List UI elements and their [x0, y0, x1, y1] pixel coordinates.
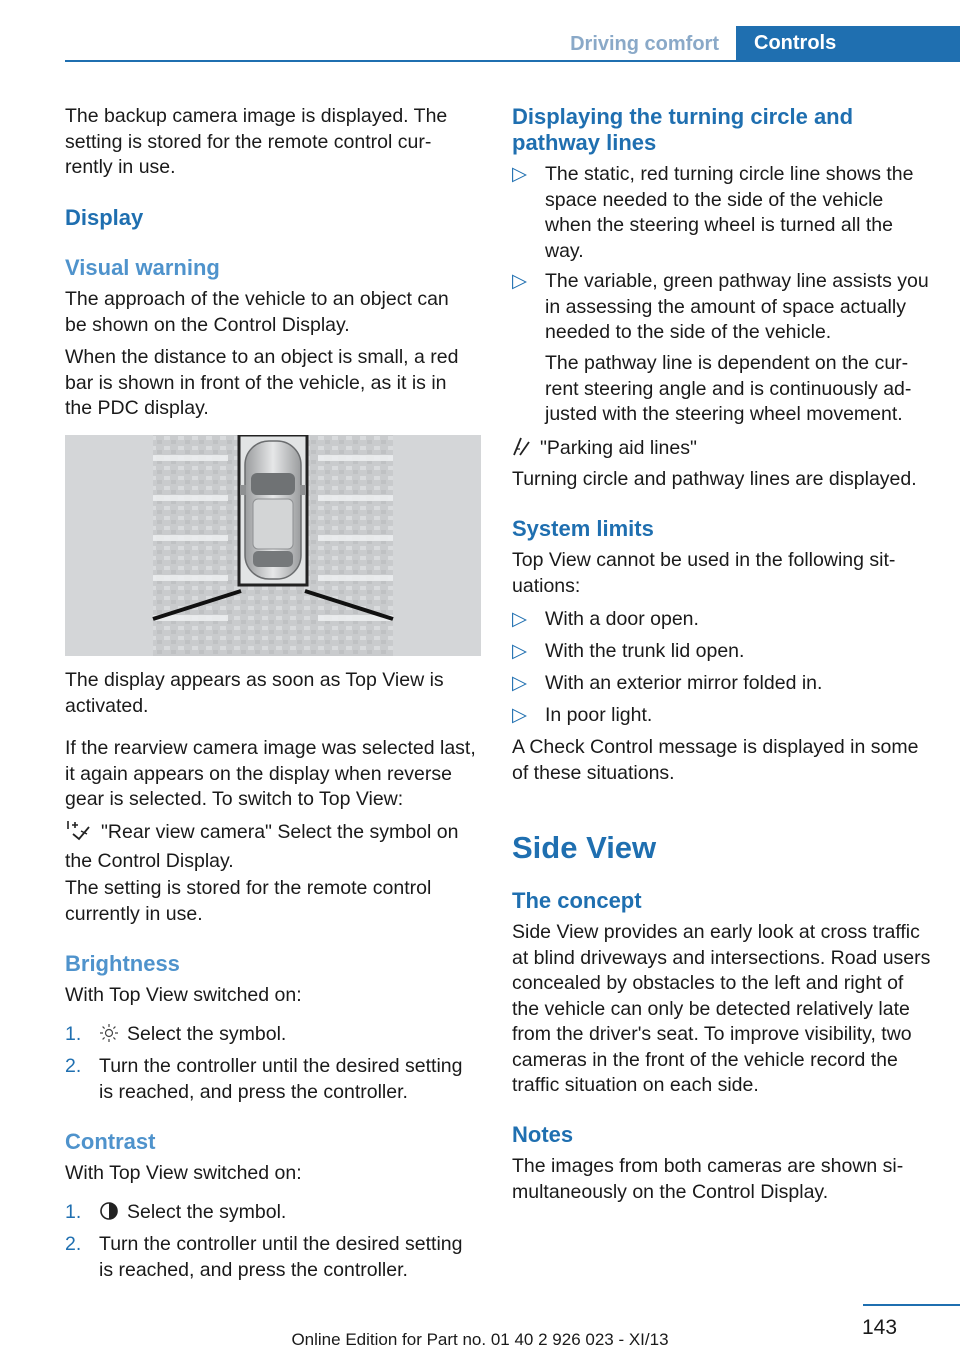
heading-system-limits: System limits — [512, 516, 654, 541]
concept-paragraph: Side View provides an early look at cross traffic at blind driveways and intersections. Road users concealed by obstacles to the left and right of the vehicle can only be detected relatively late from the driver's seat. To improve visibility, two cameras in the front of the vehicle record the traffic situation on each side. — [512, 921, 931, 1096]
parking-lines-text: "Parking aid lines" — [540, 437, 697, 459]
heading-display: Display — [65, 205, 144, 230]
top-view-illustration — [65, 435, 481, 656]
rearview-paragraph: If the rearview camera image was selected last, it again appears on the display when reverse gear is selected. To switch to Top View: — [65, 737, 476, 810]
contrast-step-1 — [65, 1200, 481, 1226]
heading-turning-circle: Displaying the turning circle and pathway lines — [512, 104, 854, 155]
bullet-icon: ▷ — [512, 163, 527, 185]
heading-the-concept: The concept — [512, 888, 642, 913]
heading-brightness: Brightness — [65, 951, 180, 976]
heading-side-view: Side View — [512, 830, 657, 865]
contrast-step-2 — [65, 1232, 481, 1284]
bullet-turning-circle — [512, 162, 932, 264]
step-text: Turn the controller until the desired setting is reached, and press the controller. — [99, 1233, 463, 1281]
step-number: 2. — [65, 1233, 82, 1255]
bullet-text: The variable, green pathway line assists you in assessing the amount of space actually needed to the side of the vehicle. — [545, 270, 929, 343]
notes-paragraph: The images from both cameras are shown simultaneously on the Control Display. — [512, 1155, 904, 1203]
bullet-icon: ▷ — [512, 640, 527, 662]
heading-contrast: Contrast — [65, 1129, 156, 1154]
edition-footer: Online Edition for Part no. 01 40 2 926 023 - XI/13 — [291, 1330, 669, 1349]
bullet-text: The static, red turning circle line shows the space needed to the side of the vehicle when the steering wheel is turned all the way. — [545, 163, 914, 262]
brightness-intro: With Top View switched on: — [65, 984, 302, 1006]
bullet-pathway — [512, 269, 932, 347]
limit-item-light — [512, 703, 932, 729]
appears-paragraph: The display appears as soon as Top View is activated. — [65, 669, 444, 717]
limits-paragraph: Top View cannot be used in the following situations: — [512, 549, 896, 597]
heading-notes: Notes — [512, 1122, 574, 1147]
brightness-step-2 — [65, 1054, 481, 1106]
rear-view-camera-icon — [65, 819, 93, 849]
step-text — [99, 1200, 481, 1229]
step-number: 1. — [65, 1201, 82, 1223]
rear-camera-paragraph — [65, 819, 475, 874]
step-text-label: Select the symbol. — [127, 1201, 287, 1223]
stored-paragraph: The setting is stored for the remote control currently in use. — [65, 877, 432, 925]
bullet-text: With the trunk lid open. — [545, 640, 745, 662]
step-number: 2. — [65, 1055, 82, 1077]
top-view-graphic — [65, 435, 481, 656]
turning-displayed-paragraph: Turning circle and pathway lines are displayed. — [512, 468, 917, 490]
bullet-icon: ▷ — [512, 270, 527, 292]
brightness-step-1 — [65, 1022, 481, 1048]
pathway-paragraph: The pathway line is dependent on the current steering angle and is continuously adjusted with the steering wheel movement. — [545, 352, 912, 425]
heading-visual-warning: Visual warning — [65, 255, 220, 280]
parking-lines-icon — [512, 435, 532, 465]
step-text: Turn the controller until the desired setting is reached, and press the controller. — [99, 1055, 463, 1103]
footer-rule — [863, 1304, 960, 1306]
sun-icon — [99, 1023, 119, 1051]
limit-item-door — [512, 607, 932, 633]
bullet-text: With a door open. — [545, 608, 699, 630]
page-number: 143 — [862, 1316, 898, 1339]
step-text — [99, 1022, 481, 1051]
bullet-text: In poor light. — [545, 704, 653, 726]
step-number: 1. — [65, 1023, 82, 1045]
intro-paragraph: The backup camera image is displayed. The setting is stored for the remote control currently in use. — [65, 105, 448, 178]
limit-item-mirror — [512, 671, 932, 697]
step-text-label: Select the symbol. — [127, 1023, 287, 1045]
bullet-icon: ▷ — [512, 704, 527, 726]
visual-warning-paragraph-1: The approach of the vehicle to an object can be shown on the Control Display. — [65, 288, 449, 336]
check-control-paragraph: A Check Control message is displayed in some of these situations. — [512, 736, 919, 784]
header-rule — [65, 60, 960, 62]
bullet-icon: ▷ — [512, 672, 527, 694]
contrast-intro: With Top View switched on: — [65, 1162, 302, 1184]
bullet-text: With an exterior mirror folded in. — [545, 672, 823, 694]
header-section-title: Driving comfort — [570, 33, 719, 55]
rear-camera-text: "Rear view camera" Select the symbol on the Control Display. — [65, 821, 459, 872]
half-circle-icon — [99, 1201, 119, 1229]
visual-warning-paragraph-2: When the distance to an object is small, a red bar is shown in front of the vehicle, as it is in the PDC display. — [65, 346, 459, 419]
limit-item-trunk — [512, 639, 932, 665]
parking-aid-lines-paragraph — [512, 435, 932, 465]
header-chapter-tab: Controls — [736, 26, 960, 62]
bullet-icon: ▷ — [512, 608, 527, 630]
